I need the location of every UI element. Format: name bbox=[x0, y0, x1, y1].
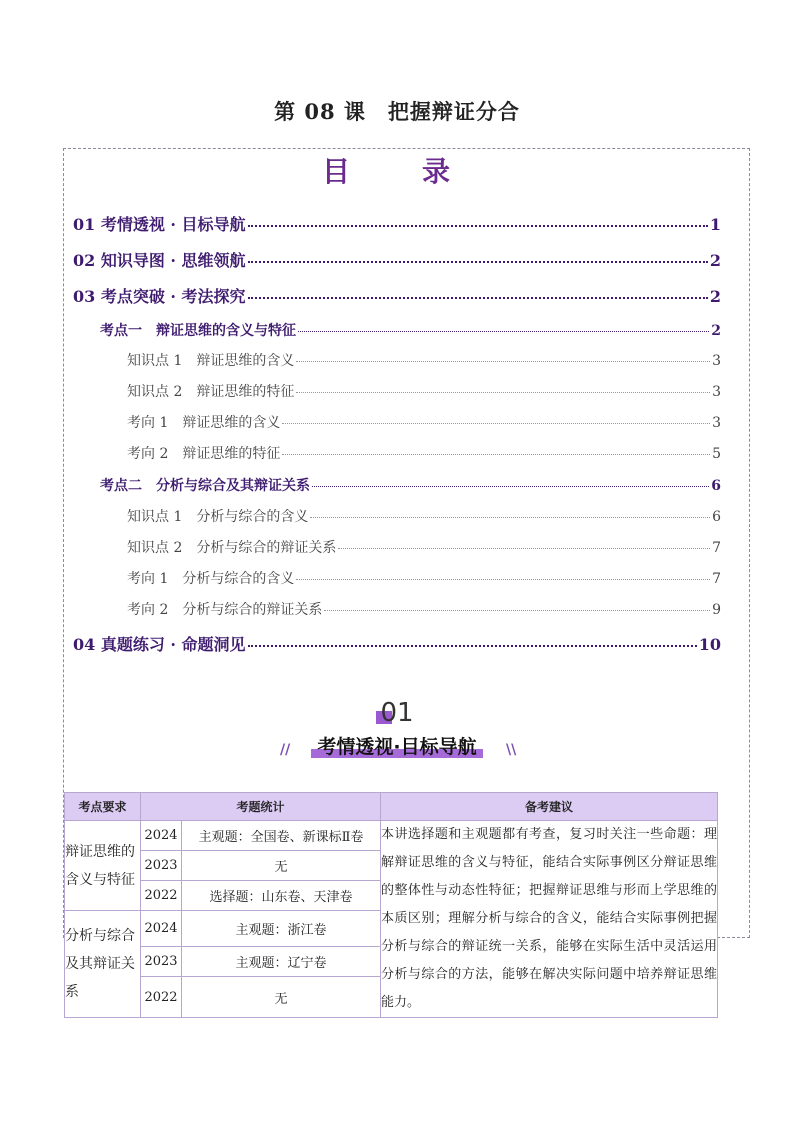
toc-leader bbox=[248, 260, 708, 263]
toc-entry[interactable] bbox=[127, 537, 721, 557]
toc-leader bbox=[248, 224, 708, 227]
toc-entry-label: 04 真题练习 · 命题洞见 bbox=[73, 635, 246, 654]
toc-entry-label: 知识点 1 分析与综合的含义 bbox=[127, 509, 309, 525]
toc-entry[interactable] bbox=[127, 599, 721, 619]
toc-entry-label: 考向 1 分析与综合的含义 bbox=[127, 571, 295, 587]
toc-entry-label: 考向 1 辩证思维的含义 bbox=[127, 415, 281, 431]
toc-entry[interactable] bbox=[100, 320, 721, 340]
toc-entry-label: 01 考情透视 · 目标导航 bbox=[73, 215, 246, 234]
stat-cell: 主观题：浙江卷 bbox=[182, 911, 381, 947]
toc-entry[interactable] bbox=[73, 284, 721, 307]
toc-entry[interactable] bbox=[127, 443, 721, 463]
toc-entry-page: 2 bbox=[709, 287, 721, 306]
toc-leader bbox=[310, 516, 710, 518]
toc-leader bbox=[248, 644, 697, 647]
toc-entry[interactable] bbox=[127, 381, 721, 401]
toc-entry[interactable] bbox=[73, 212, 721, 235]
stat-cell: 选择题：山东卷、天津卷 bbox=[182, 881, 381, 911]
toc-entry-label: 考点一 辩证思维的含义与特征 bbox=[100, 323, 296, 339]
stat-cell: 无 bbox=[182, 851, 381, 881]
toc-entry[interactable] bbox=[127, 412, 721, 432]
toc-entry[interactable] bbox=[127, 506, 721, 526]
slash-decoration-left: // bbox=[280, 742, 291, 758]
toc-entry[interactable] bbox=[100, 475, 721, 495]
toc-entry-page: 1 bbox=[709, 215, 721, 234]
toc-entry-label: 知识点 2 分析与综合的辩证关系 bbox=[127, 540, 337, 556]
toc-entry-page: 7 bbox=[712, 571, 721, 587]
year-cell: 2023 bbox=[141, 851, 182, 881]
toc-entry-label: 02 知识导图 · 思维领航 bbox=[73, 251, 246, 270]
table-row bbox=[65, 821, 718, 851]
toc-leader bbox=[282, 422, 710, 424]
toc-entry-page: 10 bbox=[698, 635, 721, 654]
stat-cell: 主观题：辽宁卷 bbox=[182, 947, 381, 977]
year-cell: 2022 bbox=[141, 881, 182, 911]
stat-cell: 主观题：全国卷、新课标Ⅱ卷 bbox=[182, 821, 381, 851]
year-cell: 2024 bbox=[141, 911, 182, 947]
toc-entry[interactable] bbox=[73, 632, 721, 655]
toc-entry-page: 5 bbox=[712, 446, 721, 462]
exam-stats-table bbox=[64, 792, 718, 1018]
advice-cell: 本讲选择题和主观题都有考查，复习时关注一些命题：理解辩证思维的含义与特征，能结合实际事例区分辩证思维的整体性与动态性特征；把握辩证思维与形而上学思维的本质区别；理解分析与综合的含义，能结合实际事例把握分析与综合的辩证统一关系，能够在实际生活中灵活运用分析与综合的方法，能够在解决实际问题中培养辩证思维能力。 bbox=[381, 821, 718, 1018]
section-title-text: 考情透视·目标导航 bbox=[317, 736, 477, 758]
toc-entry-page: 6 bbox=[711, 478, 721, 494]
toc-entry-page: 2 bbox=[711, 323, 721, 339]
toc-entry-page: 7 bbox=[712, 540, 721, 556]
toc-entry-label: 知识点 1 辩证思维的含义 bbox=[127, 353, 295, 369]
toc-entry-page: 3 bbox=[712, 353, 721, 369]
toc-entry-label: 03 考点突破 · 考法探究 bbox=[73, 287, 246, 306]
section-title bbox=[311, 732, 482, 759]
toc-leader bbox=[282, 453, 710, 455]
toc-leader bbox=[312, 485, 709, 487]
toc-entry-label: 知识点 2 辩证思维的特征 bbox=[127, 384, 295, 400]
toc-leader bbox=[338, 547, 710, 549]
year-cell: 2024 bbox=[141, 821, 182, 851]
toc-leader bbox=[298, 330, 709, 332]
header-advice: 备考建议 bbox=[381, 793, 718, 821]
toc-entry-label: 考向 2 辩证思维的特征 bbox=[127, 446, 281, 462]
table-header-row bbox=[65, 793, 718, 821]
toc-entry-page: 6 bbox=[712, 509, 721, 525]
toc-leader bbox=[296, 578, 710, 580]
toc-entry-page: 2 bbox=[709, 251, 721, 270]
requirement-cell: 辩证思维的含义与特征 bbox=[65, 821, 141, 911]
toc-leader bbox=[296, 360, 710, 362]
toc-entry-page: 3 bbox=[712, 384, 721, 400]
header-statistics: 考题统计 bbox=[141, 793, 381, 821]
stat-cell: 无 bbox=[182, 977, 381, 1018]
year-cell: 2022 bbox=[141, 977, 182, 1018]
toc-heading: 目 录 bbox=[321, 155, 472, 188]
toc-leader bbox=[324, 609, 710, 611]
toc-entry[interactable] bbox=[127, 568, 721, 588]
toc-entry-label: 考点二 分析与综合及其辩证关系 bbox=[100, 478, 310, 494]
toc-leader bbox=[296, 391, 710, 393]
section-number: 01 bbox=[380, 698, 414, 728]
toc-entry[interactable] bbox=[127, 350, 721, 370]
toc-entry-page: 9 bbox=[712, 602, 721, 618]
year-cell: 2023 bbox=[141, 947, 182, 977]
slash-decoration-right: \\ bbox=[506, 742, 517, 758]
toc-leader bbox=[248, 296, 708, 299]
requirement-cell: 分析与综合及其辩证关系 bbox=[65, 911, 141, 1018]
toc-entry-page: 3 bbox=[712, 415, 721, 431]
toc-entry-label: 考向 2 分析与综合的辩证关系 bbox=[127, 602, 323, 618]
document-title: 第 08 课 把握辩证分合 bbox=[274, 99, 520, 124]
toc-entry[interactable] bbox=[73, 248, 721, 271]
header-requirement: 考点要求 bbox=[65, 793, 141, 821]
